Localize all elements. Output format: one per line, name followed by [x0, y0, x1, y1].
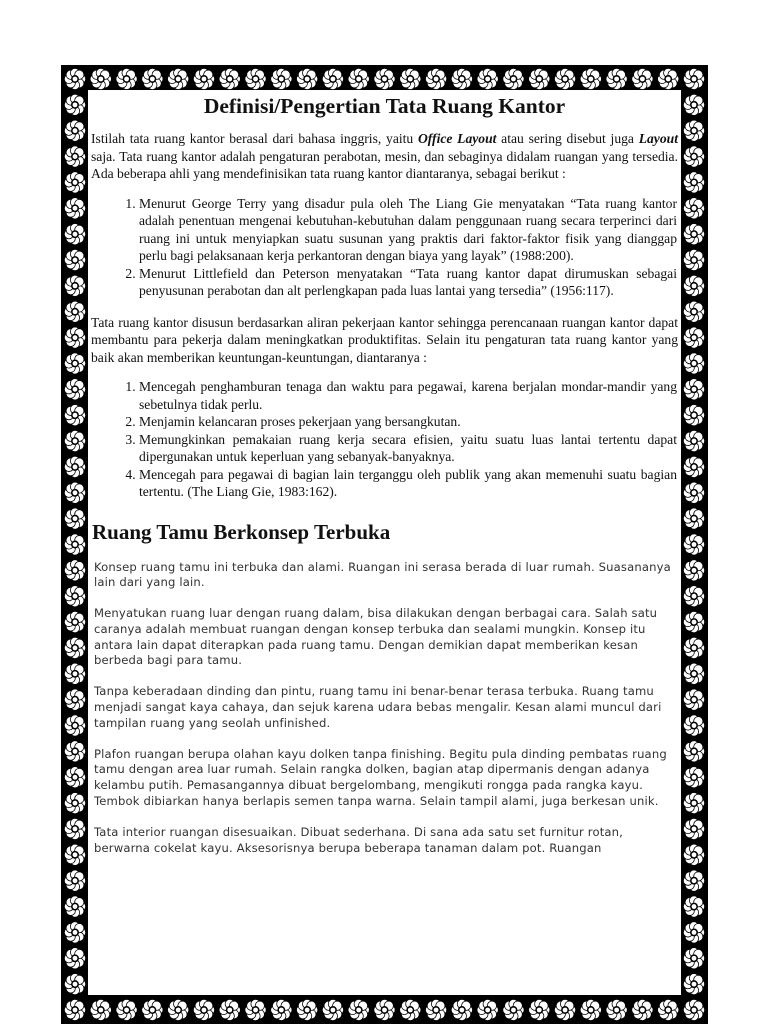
flower-icon [683, 844, 704, 865]
flower-icon [142, 999, 163, 1020]
flower-icon [683, 379, 704, 400]
flower-icon [477, 999, 498, 1020]
flower-icon [683, 922, 704, 943]
flower-icon [64, 560, 85, 581]
flower-icon [64, 663, 85, 684]
flower-icon [683, 353, 704, 374]
section-paragraph: Tanpa keberadaan dinding dan pintu, ruang tamu ini benar-benar terasa terbuka. Ruang tamu menjadi sangat kaya cahaya, dan sejuk karena udara bebas mengalir. Kesan alami muncul dari tampilan ruang yang seolah unfinished. [94, 684, 662, 730]
flower-icon [683, 973, 704, 994]
flower-icon [683, 637, 704, 658]
flower-icon [64, 405, 85, 426]
flower-icon [683, 948, 704, 969]
flower-icon [64, 611, 85, 632]
benefits-list [88, 378, 681, 501]
flower-icon [683, 430, 704, 451]
flower-icon [64, 172, 85, 193]
flower-icon [64, 586, 85, 607]
flower-icon [683, 482, 704, 503]
flower-icon [683, 611, 704, 632]
flower-icon [64, 275, 85, 296]
flower-icon [64, 689, 85, 710]
flower-icon [425, 999, 446, 1020]
flower-icon [683, 560, 704, 581]
flower-icon [683, 508, 704, 529]
flower-icon [90, 68, 111, 89]
flower-icon [683, 224, 704, 245]
flower-icon [348, 68, 369, 89]
benefit-item: 4. Mencegah para pegawai di bagian lain terganggu oleh publik yang akan memenuhi suatu bagian tertentu. (The Liang Gie, 1983:162). [139, 466, 677, 501]
flower-icon [683, 198, 704, 219]
flower-icon [683, 172, 704, 193]
flower-icon [64, 844, 85, 865]
flower-icon [64, 120, 85, 141]
definitions-list [88, 195, 681, 300]
flower-icon [683, 405, 704, 426]
flower-icon [296, 999, 317, 1020]
intro-text-1: Istilah tata ruang kantor berasal dari bahasa inggris, yaitu [91, 131, 418, 146]
flower-icon [245, 68, 266, 89]
flower-icon [348, 999, 369, 1020]
flower-icon [683, 456, 704, 477]
flower-icon [271, 999, 292, 1020]
benefit-item: 2. Menjamin kelancaran proses pekerjaan yang bersangkutan. [139, 413, 677, 431]
flower-icon [64, 818, 85, 839]
flower-icon [64, 870, 85, 891]
benefits-intro-paragraph: Tata ruang kantor disusun berdasarkan aliran pekerjaan kantor sehingga perencanaan ruangan kantor dapat membantu para pekerja dalam meningkatkan produktifitas. Selain itu pengaturan tata ruang kantor yang baik akan memberikan keuntungan-keuntungan, diantaranya : [91, 314, 678, 365]
flower-icon [271, 68, 292, 89]
flower-icon [296, 68, 317, 89]
intro-text-2: atau sering disebut juga [496, 131, 639, 146]
flower-icon [64, 922, 85, 943]
flower-icon [683, 94, 704, 115]
flower-icon [606, 68, 627, 89]
flower-icon [64, 198, 85, 219]
flower-icon [606, 999, 627, 1020]
flower-icon [658, 68, 679, 89]
document-page [88, 90, 681, 995]
intro-paragraph [88, 130, 681, 183]
section-paragraph: Menyatukan ruang luar dengan ruang dalam, bisa dilakukan dengan berbagai cara. Salah satu caranya adalah membuat ruangan dengan konsep terbuka dan sealami mungkin. Konsep itu antara lain dapat diterapkan pada ruang tamu. Dengan demikian dapat memberikan kesan berbeda bagi para tamu. [94, 606, 658, 668]
flower-icon [580, 68, 601, 89]
flower-icon [477, 68, 498, 89]
flower-icon [116, 999, 137, 1020]
flower-icon [683, 870, 704, 891]
flower-icon [64, 146, 85, 167]
flower-icon [64, 999, 85, 1020]
flower-icon [64, 715, 85, 736]
flower-icon [683, 68, 704, 89]
flower-icon [451, 999, 472, 1020]
flower-icon [683, 327, 704, 348]
flower-icon [683, 767, 704, 788]
term-office-layout: Office Layout [417, 131, 497, 146]
flower-icon [658, 999, 679, 1020]
flower-icon [683, 301, 704, 322]
flower-icon [168, 68, 189, 89]
flower-icon [683, 534, 704, 555]
section-paragraph: Konsep ruang tamu ini terbuka dan alami. Ruangan ini serasa berada di luar rumah. Suasananya lain dari yang lain. [94, 559, 671, 590]
flower-icon [374, 999, 395, 1020]
flower-icon [503, 68, 524, 89]
flower-icon [580, 999, 601, 1020]
flower-icon [64, 456, 85, 477]
flower-icon [64, 508, 85, 529]
section-paragraph: Plafon ruangan berupa olahan kayu dolken tanpa finishing. Begitu pula dinding pembatas ruang tamu dengan area luar rumah. Selain rangka dolken, bagian atap dipermanis dengan adanya kelambu putih. Pemasangannya dibuat bergelombang, mengikuti rongga pada rangka kayu. Tembok dibiarkan hanya berlapis semen tanpa warna. Selain tampil alami, juga berkesan unik. [94, 746, 667, 809]
page-title: Definisi/Pengertian Tata Ruang Kantor [203, 94, 566, 118]
flower-icon [64, 301, 85, 322]
flower-icon [219, 999, 240, 1020]
flower-icon [64, 767, 85, 788]
flower-icon [64, 379, 85, 400]
flower-icon [116, 68, 137, 89]
flower-icon [64, 792, 85, 813]
benefit-item: 3. Memungkinkan pemakaian ruang kerja secara efisien, yaitu suatu luas lantai tertentu dapat dipergunakan untuk keperluan yang sebanyak-banyaknya. [139, 431, 677, 466]
flower-icon [683, 896, 704, 917]
flower-icon [219, 68, 240, 89]
flower-icon [64, 430, 85, 451]
flower-icon [64, 534, 85, 555]
flower-icon [683, 663, 704, 684]
flower-icon [64, 741, 85, 762]
definition-item: 1. Menurut George Terry yang disadur pula oleh The Liang Gie menyatakan “Tata ruang kantor adalah penentuan mengenai kebutuhan-kebutuhan dalam penggunaan ruang secara terperinci dari ruang ini untuk menyiapkan suatu susunan yang praktis dari faktor-faktor fisik yang dianggap perlu bagi pelaksanaan kerja perkantoran dengan biaya yang layak” (1988:200). [139, 195, 677, 265]
flower-icon [64, 249, 85, 270]
flower-icon [683, 741, 704, 762]
flower-icon [322, 68, 343, 89]
flower-icon [64, 637, 85, 658]
term-layout: Layout [638, 131, 678, 146]
flower-icon [683, 818, 704, 839]
flower-icon [142, 68, 163, 89]
flower-icon [425, 68, 446, 89]
flower-icon [193, 68, 214, 89]
flower-icon [683, 146, 704, 167]
flower-icon [683, 249, 704, 270]
benefit-item: 1. Mencegah penghamburan tenaga dan waktu para pegawai, karena berjalan mondar-mandir yang sebetulnya tidak perlu. [139, 378, 677, 413]
flower-icon [64, 94, 85, 115]
flower-icon [64, 224, 85, 245]
flower-icon [64, 68, 85, 89]
flower-icon [683, 275, 704, 296]
flower-icon [632, 68, 653, 89]
flower-icon [64, 973, 85, 994]
flower-icon [400, 999, 421, 1020]
flower-icon [632, 999, 653, 1020]
flower-icon [374, 68, 395, 89]
flower-icon [90, 999, 111, 1020]
section-heading: Ruang Tamu Berkonsep Terbuka [92, 519, 391, 544]
flower-icon [64, 353, 85, 374]
flower-icon [554, 999, 575, 1020]
section-paragraph: Tata interior ruangan disesuaikan. Dibuat sederhana. Di sana ada satu set furnitur rotan, berwarna cokelat kayu. Aksesorisnya berupa beberapa tanaman dalam pot. Ruangan [94, 824, 623, 855]
flower-icon [503, 999, 524, 1020]
flower-icon [683, 999, 704, 1020]
flower-icon [168, 999, 189, 1020]
intro-text-3: saja. Tata ruang kantor adalah pengaturan perabotan, mesin, dan sebaginya didalam ruangan yang tersedia. Ada beberapa ahli yang mendefinisikan tata ruang kantor diantaranya, sebagai berikut : [91, 148, 678, 181]
flower-icon [64, 948, 85, 969]
flower-icon [529, 68, 550, 89]
flower-icon [193, 999, 214, 1020]
flower-icon [245, 999, 266, 1020]
flower-icon [64, 327, 85, 348]
flower-icon [64, 896, 85, 917]
flower-icon [683, 792, 704, 813]
flower-icon [64, 482, 85, 503]
flower-icon [683, 586, 704, 607]
flower-icon [683, 689, 704, 710]
flower-icon [554, 68, 575, 89]
definition-item: 2. Menurut Littlefield dan Peterson menyatakan “Tata ruang kantor dapat dirumuskan sebagai penyusunan perabotan dan alt perlengkapan pada luas lantai yang tersedia” (1956:117). [139, 265, 677, 300]
flower-icon [529, 999, 550, 1020]
flower-icon [400, 68, 421, 89]
flower-icon [451, 68, 472, 89]
flower-icon [683, 120, 704, 141]
flower-icon [322, 999, 343, 1020]
flower-icon [683, 715, 704, 736]
